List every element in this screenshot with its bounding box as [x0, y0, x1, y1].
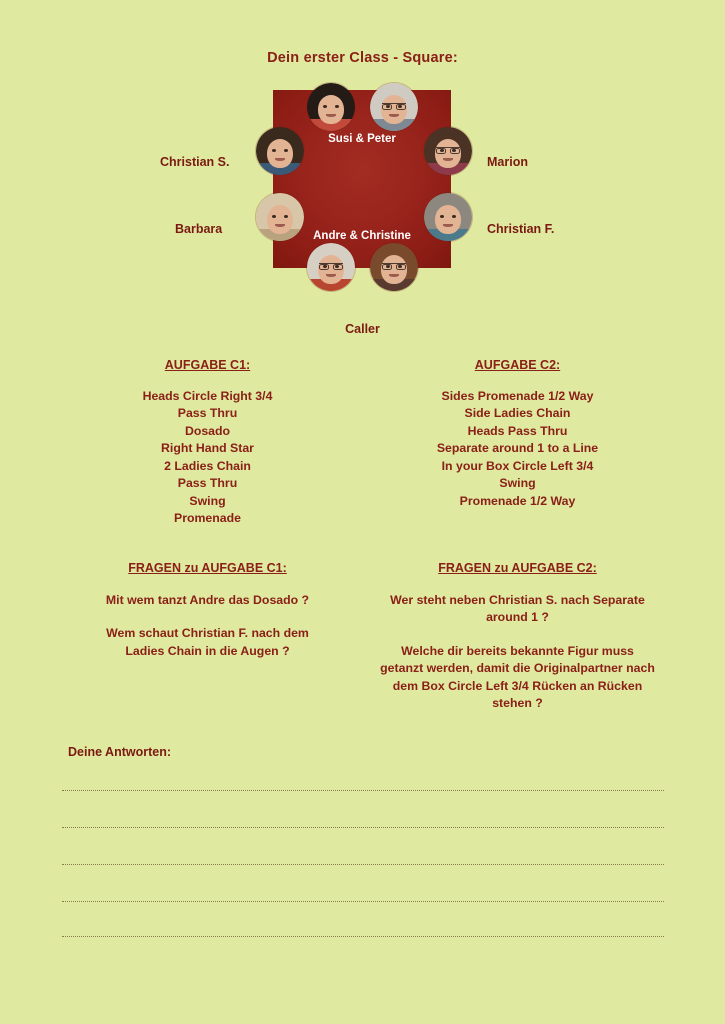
task-c2-call: In your Box Circle Left 3/4 — [441, 458, 594, 473]
task-c1-call: Swing — [189, 493, 226, 508]
questions-c1-block — [60, 560, 355, 676]
question-item: Welche dir bereits bekannte Figur muss getanzt werden, damit die Originalpartner nach dem Box Circle Left 3/4 Rücken an Rücken stehen ? — [380, 643, 655, 710]
answers-label: Deine Antworten: — [68, 745, 172, 759]
task-c2-call: Heads Pass Thru — [467, 423, 568, 438]
answer-line[interactable] — [62, 936, 664, 937]
avatar-christian-f — [424, 193, 472, 241]
avatar-andre — [307, 243, 355, 291]
avatar-christine — [370, 243, 418, 291]
dancer-name-marion: Marion — [487, 155, 528, 169]
avatar-barbara — [256, 193, 304, 241]
page-title: Dein erster Class - Square: — [267, 50, 458, 66]
task-c1-call: Dosado — [184, 423, 231, 438]
avatar-marion — [424, 127, 472, 175]
question-item: Wem schaut Christian F. nach dem Ladies Chain in die Augen ? — [106, 626, 309, 658]
answer-line[interactable] — [62, 827, 664, 828]
couple-label-bottom: Andre & Christine — [313, 230, 411, 242]
questions-c2-heading: FRAGEN zu AUFGABE C2: — [438, 561, 597, 575]
task-c2-block — [370, 357, 665, 510]
task-c1-call: 2 Ladies Chain — [164, 458, 251, 473]
dancer-name-christian-s: Christian S. — [160, 155, 230, 169]
task-c1-call: Pass Thru — [177, 476, 238, 490]
square-diagram — [0, 85, 725, 315]
question-item: Wer steht neben Christian S. nach Separate around 1 ? — [390, 592, 645, 624]
questions-c2-block — [370, 560, 665, 729]
answer-line[interactable] — [62, 864, 664, 865]
task-c1-call: Heads Circle Right 3/4 — [142, 388, 273, 403]
answer-line[interactable] — [62, 790, 664, 791]
task-c2-call: Separate around 1 to a Line — [436, 441, 599, 455]
avatar-christian-s — [256, 127, 304, 175]
dancer-name-christian-f: Christian F. — [487, 222, 555, 236]
task-c1-heading: AUFGABE C1: — [164, 358, 251, 372]
task-c2-call: Swing — [499, 476, 536, 490]
task-c1-call: Right Hand Star — [161, 441, 254, 455]
question-item: Mit wem tanzt Andre das Dosado ? — [105, 592, 310, 607]
caller-label: Caller — [345, 322, 380, 336]
couple-label-top: Susi & Peter — [328, 133, 396, 145]
questions-c1-heading: FRAGEN zu AUFGABE C1: — [128, 561, 287, 575]
avatar-peter — [370, 83, 418, 131]
task-c2-call: Sides Promenade 1/2 Way — [441, 388, 594, 403]
task-c2-call: Promenade 1/2 Way — [459, 493, 576, 508]
task-c1-block — [60, 357, 355, 528]
task-c1-call: Pass Thru — [177, 406, 238, 420]
avatar-susi — [307, 83, 355, 131]
answer-line[interactable] — [62, 901, 664, 902]
task-c1-call: Promenade — [174, 511, 241, 525]
task-c2-call: Side Ladies Chain — [464, 406, 571, 420]
dancer-name-barbara: Barbara — [175, 222, 223, 236]
task-c2-heading: AUFGABE C2: — [474, 358, 561, 372]
